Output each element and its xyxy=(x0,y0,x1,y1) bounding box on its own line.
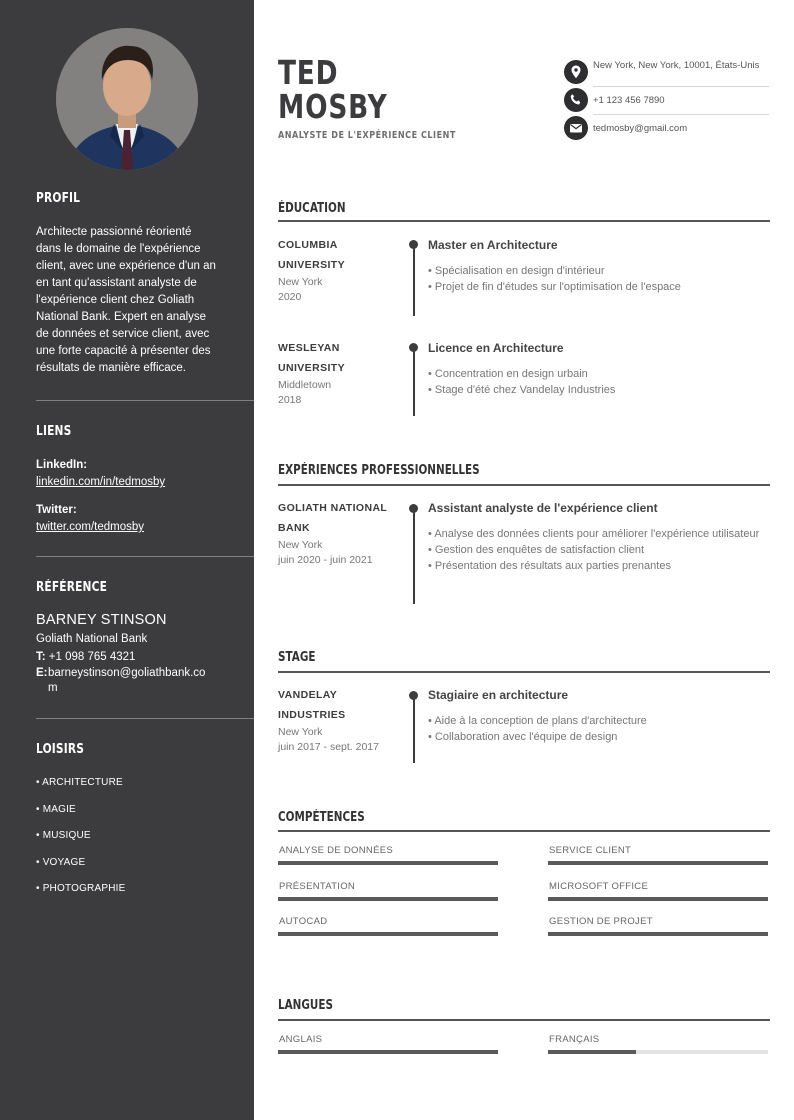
experience-entry-right xyxy=(428,501,768,574)
reference-company: Goliath National Bank xyxy=(36,633,148,645)
link-label: Twitter: xyxy=(36,504,77,516)
skill-label: MICROSOFT OFFICE xyxy=(549,881,649,892)
section-divider xyxy=(278,220,770,222)
skill-bar-fill xyxy=(548,932,768,936)
language-item xyxy=(278,1034,498,1046)
first-name: TED xyxy=(278,53,339,92)
company-name: VANDELAY INDUSTRIES xyxy=(278,689,346,721)
entry-date: juin 2020 - juin 2021 xyxy=(278,554,373,566)
reference-phone-value: +1 098 765 4321 xyxy=(48,651,136,663)
institution-name: WESLEYAN UNIVERSITY xyxy=(278,342,346,374)
timeline-line xyxy=(413,695,415,763)
bullet-item: • Stage d'été chez Vandelay Industries xyxy=(428,383,768,399)
phone-text: +1 123 456 7890 xyxy=(593,95,665,106)
language-label: ANGLAIS xyxy=(279,1034,323,1045)
profile-photo xyxy=(56,28,198,170)
bullet-item: • Spécialisation en design d'intérieur xyxy=(428,264,768,280)
reference-heading: RÉFÉRENCE xyxy=(36,580,108,595)
skill-label: AUTOCAD xyxy=(279,916,328,927)
phone-label: T: xyxy=(36,651,46,663)
hobby-item: • MUSIQUE xyxy=(36,829,125,856)
entry-bullets xyxy=(428,367,768,399)
skill-item xyxy=(278,916,498,928)
skill-bar-track xyxy=(548,897,768,901)
skill-bar-track xyxy=(278,897,498,901)
degree-title: Master en Architecture xyxy=(428,238,558,252)
person-portrait-icon xyxy=(56,28,198,170)
location-pin-icon xyxy=(564,60,588,84)
links-heading: LIENS xyxy=(36,424,72,439)
bullet-item: • Gestion des enquêtes de satisfaction client xyxy=(428,543,768,559)
education-entry-left xyxy=(278,235,400,305)
last-name: MOSBY xyxy=(278,87,388,126)
entry-date: juin 2017 - sept. 2017 xyxy=(278,741,379,753)
skill-bar-fill xyxy=(278,932,498,936)
skill-bar-track xyxy=(278,861,498,865)
internship-entry-right xyxy=(428,688,768,746)
sidebar-divider xyxy=(36,400,254,401)
hobby-item: • MAGIE xyxy=(36,803,125,830)
email-text: tedmosby@gmail.com xyxy=(593,123,688,134)
hobbies-heading: LOISIRS xyxy=(36,742,85,757)
bullet-item: • Projet de fin d'études sur l'optimisation de l'espace xyxy=(428,280,768,296)
contact-divider xyxy=(593,86,769,87)
entry-bullets xyxy=(428,527,768,574)
skill-item xyxy=(278,881,498,893)
bullet-item: • Aide à la conception de plans d'architecture xyxy=(428,714,768,730)
institution-name: COLUMBIA UNIVERSITY xyxy=(278,239,346,271)
job-role: Stagiaire en architecture xyxy=(428,688,569,702)
sidebar-divider xyxy=(36,556,254,557)
entry-bullets xyxy=(428,264,768,296)
hobby-item: • ARCHITECTURE xyxy=(36,776,125,803)
candidate-name xyxy=(278,53,388,126)
education-entry-right xyxy=(428,238,768,296)
section-divider xyxy=(278,1019,770,1021)
section-divider xyxy=(278,484,770,486)
language-item xyxy=(548,1034,768,1046)
entry-date: 2018 xyxy=(278,394,302,406)
skill-label: ANALYSE DE DONNÉES xyxy=(279,845,393,856)
entry-bullets xyxy=(428,714,768,746)
sidebar-divider xyxy=(36,718,254,719)
skill-label: SERVICE CLIENT xyxy=(549,845,632,856)
degree-title: Licence en Architecture xyxy=(428,341,564,355)
skill-label: PRÉSENTATION xyxy=(279,881,356,892)
internship-entry-left xyxy=(278,685,400,755)
skill-bar-track xyxy=(548,861,768,865)
language-label: FRANÇAIS xyxy=(549,1034,600,1045)
education-heading: ÉDUCATION xyxy=(278,201,346,216)
bullet-item: • Concentration en design urbain xyxy=(428,367,768,383)
phone-icon xyxy=(564,88,588,112)
skill-bar-fill xyxy=(278,897,498,901)
education-entry-right xyxy=(428,341,768,399)
link-label: LinkedIn: xyxy=(36,459,88,471)
skill-bar-track xyxy=(278,932,498,936)
language-bar-track xyxy=(548,1050,768,1054)
profile-summary: Architecte passionné réorienté dans le domaine de l'expérience client, avec une expérience d'un an en tant qu'assistant analyste de l'expérience client chez Goliath National Bank. Expert en analyse de données et service client, avec une forte capacité à présenter des résultats de manière efficace. xyxy=(36,226,216,374)
internship-heading: STAGE xyxy=(278,650,316,665)
section-divider xyxy=(278,671,770,673)
twitter-link[interactable]: twitter.com/tedmosby xyxy=(36,521,145,533)
entry-location: New York xyxy=(278,539,323,551)
section-divider xyxy=(278,830,770,832)
bullet-item: • Présentation des résultats aux parties prenantes xyxy=(428,559,768,575)
skill-bar-fill xyxy=(548,897,768,901)
skill-bar-fill xyxy=(278,861,498,865)
skill-item xyxy=(548,845,768,857)
experience-entry-left xyxy=(278,498,400,568)
envelope-icon xyxy=(564,116,588,140)
skill-bar-fill xyxy=(548,861,768,865)
skill-bar-track xyxy=(548,932,768,936)
hobby-item: • VOYAGE xyxy=(36,856,125,883)
link-linkedin xyxy=(36,457,226,491)
reference-phone xyxy=(36,650,216,665)
education-entry-left xyxy=(278,338,400,408)
timeline-line xyxy=(413,347,415,416)
hobbies-list xyxy=(36,776,125,909)
hobby-item: • PHOTOGRAPHIE xyxy=(36,882,125,909)
skill-item xyxy=(548,916,768,928)
reference-email-value: barneystinson@goliathbank.com xyxy=(48,667,206,694)
linkedin-link[interactable]: linkedin.com/in/tedmosby xyxy=(36,476,166,488)
email-label: E: xyxy=(36,667,48,679)
timeline-line xyxy=(413,508,415,604)
entry-location: New York xyxy=(278,276,323,288)
reference-name: BARNEY STINSON xyxy=(36,612,167,628)
sidebar xyxy=(0,0,254,1120)
contact-divider xyxy=(593,114,769,115)
language-bar-track xyxy=(278,1050,498,1054)
bullet-item: • Collaboration avec l'équipe de design xyxy=(428,730,768,746)
job-role: Assistant analyste de l'expérience client xyxy=(428,501,658,515)
entry-location: Middletown xyxy=(278,379,332,391)
timeline-line xyxy=(413,244,415,316)
company-name: GOLIATH NATIONAL BANK xyxy=(278,502,388,534)
entry-location: New York xyxy=(278,726,323,738)
skills-heading: COMPÉTENCES xyxy=(278,810,365,825)
skill-label: GESTION DE PROJET xyxy=(549,916,653,927)
entry-date: 2020 xyxy=(278,291,302,303)
address-text: New York, New York, 10001, États-Unis xyxy=(593,60,760,71)
skill-item xyxy=(548,881,768,893)
reference-email xyxy=(36,666,216,696)
skill-item xyxy=(278,845,498,857)
bullet-item: • Analyse des données clients pour améliorer l'expérience utilisateur xyxy=(428,527,768,543)
profile-heading: PROFIL xyxy=(36,191,81,206)
link-twitter xyxy=(36,502,226,536)
language-bar-fill xyxy=(548,1050,636,1054)
job-title: ANALYSTE DE L'EXPÉRIENCE CLIENT xyxy=(278,130,456,141)
languages-heading: LANGUES xyxy=(278,998,333,1013)
language-bar-fill xyxy=(278,1050,498,1054)
experience-heading: EXPÉRIENCES PROFESSIONNELLES xyxy=(278,463,480,478)
